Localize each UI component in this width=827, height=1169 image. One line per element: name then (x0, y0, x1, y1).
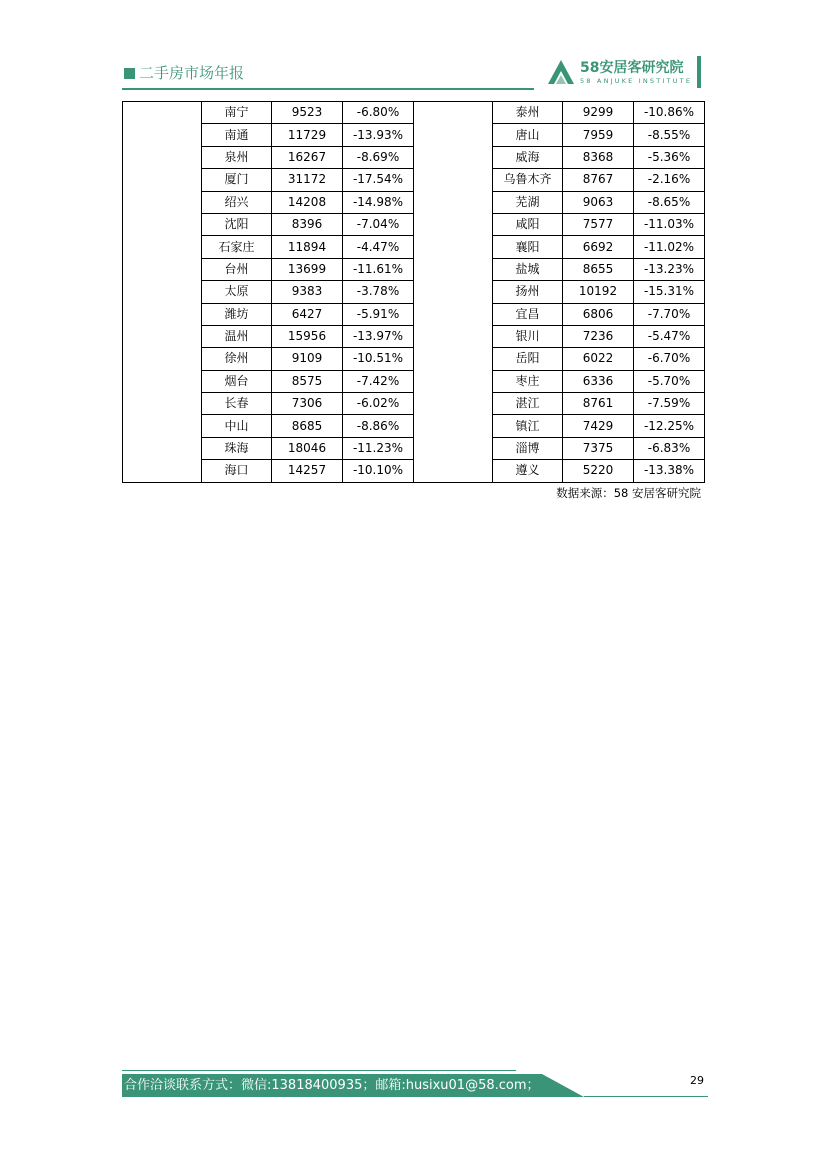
change-cell: -13.93% (343, 124, 414, 146)
city-cell: 台州 (202, 258, 272, 280)
change-cell: -10.10% (343, 460, 414, 482)
city-cell: 烟台 (202, 370, 272, 392)
city-cell: 南通 (202, 124, 272, 146)
price-cell: 6022 (563, 348, 634, 370)
price-cell: 7577 (563, 213, 634, 235)
city-cell: 泉州 (202, 146, 272, 168)
price-cell: 8655 (563, 258, 634, 280)
price-cell: 5220 (563, 460, 634, 482)
footer-baseline (584, 1096, 708, 1097)
city-cell: 湛江 (493, 393, 563, 415)
page-header (0, 0, 827, 100)
city-cell: 珠海 (202, 437, 272, 459)
city-cell: 绍兴 (202, 191, 272, 213)
change-cell: -5.36% (634, 146, 705, 168)
change-cell: -2.16% (634, 169, 705, 191)
city-price-table (122, 101, 705, 483)
price-cell: 6806 (563, 303, 634, 325)
price-cell: 9063 (563, 191, 634, 213)
price-cell: 6692 (563, 236, 634, 258)
city-cell: 泰州 (493, 102, 563, 124)
change-cell: -6.80% (343, 102, 414, 124)
change-cell: -17.54% (343, 169, 414, 191)
city-cell: 沈阳 (202, 213, 272, 235)
city-cell: 岳阳 (493, 348, 563, 370)
city-cell: 长春 (202, 393, 272, 415)
city-cell: 遵义 (493, 460, 563, 482)
price-cell: 15956 (272, 325, 343, 347)
price-cell: 13699 (272, 258, 343, 280)
change-cell: -5.47% (634, 325, 705, 347)
change-cell: -7.70% (634, 303, 705, 325)
change-cell: -8.69% (343, 146, 414, 168)
change-cell: -7.42% (343, 370, 414, 392)
change-cell: -10.51% (343, 348, 414, 370)
change-cell: -12.25% (634, 415, 705, 437)
price-cell: 8761 (563, 393, 634, 415)
change-cell: -5.70% (634, 370, 705, 392)
price-cell: 7959 (563, 124, 634, 146)
logo (544, 58, 694, 88)
price-cell: 8396 (272, 213, 343, 235)
blank-merged-cell (414, 102, 493, 483)
price-cell: 14257 (272, 460, 343, 482)
city-cell: 潍坊 (202, 303, 272, 325)
logo-text: 58安居客研究院 (580, 60, 684, 76)
city-cell: 淄博 (493, 437, 563, 459)
change-cell: -6.83% (634, 437, 705, 459)
city-cell: 芜湖 (493, 191, 563, 213)
price-cell: 8368 (563, 146, 634, 168)
contact-info: 合作洽谈联系方式：微信:13818400935；邮箱:husixu01@58.com； (124, 1078, 540, 1093)
city-cell: 威海 (493, 146, 563, 168)
table-row (123, 102, 705, 124)
change-cell: -13.23% (634, 258, 705, 280)
change-cell: -11.03% (634, 213, 705, 235)
price-cell: 10192 (563, 281, 634, 303)
change-cell: -15.31% (634, 281, 705, 303)
header-divider (122, 88, 534, 90)
change-cell: -4.47% (343, 236, 414, 258)
price-cell: 8575 (272, 370, 343, 392)
change-cell: -11.02% (634, 236, 705, 258)
price-cell: 14208 (272, 191, 343, 213)
price-cell: 9383 (272, 281, 343, 303)
blank-merged-cell (123, 102, 202, 483)
price-cell: 8685 (272, 415, 343, 437)
city-cell: 中山 (202, 415, 272, 437)
change-cell: -8.55% (634, 124, 705, 146)
anjuke-a-logo-icon (546, 59, 576, 87)
change-cell: -11.61% (343, 258, 414, 280)
price-cell: 18046 (272, 437, 343, 459)
report-title: 二手房市场年报 (139, 64, 245, 82)
city-cell: 乌鲁木齐 (493, 169, 563, 191)
page-number: 29 (690, 1074, 704, 1087)
price-cell: 11894 (272, 236, 343, 258)
price-cell: 9523 (272, 102, 343, 124)
change-cell: -13.38% (634, 460, 705, 482)
price-cell: 6427 (272, 303, 343, 325)
city-cell: 唐山 (493, 124, 563, 146)
logo-subtitle: 58 ANJUKE INSTITUTE (580, 77, 693, 85)
change-cell: -3.78% (343, 281, 414, 303)
change-cell: -14.98% (343, 191, 414, 213)
city-cell: 太原 (202, 281, 272, 303)
change-cell: -7.04% (343, 213, 414, 235)
city-cell: 温州 (202, 325, 272, 347)
price-cell: 7429 (563, 415, 634, 437)
city-cell: 厦门 (202, 169, 272, 191)
price-cell: 31172 (272, 169, 343, 191)
price-cell: 7375 (563, 437, 634, 459)
green-square-icon (124, 68, 135, 79)
data-source-note: 数据来源：58 安居客研究院 (556, 486, 701, 500)
city-cell: 镇江 (493, 415, 563, 437)
city-cell: 盐城 (493, 258, 563, 280)
price-cell: 9299 (563, 102, 634, 124)
change-cell: -11.23% (343, 437, 414, 459)
change-cell: -7.59% (634, 393, 705, 415)
city-cell: 徐州 (202, 348, 272, 370)
city-cell: 银川 (493, 325, 563, 347)
price-cell: 11729 (272, 124, 343, 146)
city-cell: 南宁 (202, 102, 272, 124)
change-cell: -13.97% (343, 325, 414, 347)
city-cell: 扬州 (493, 281, 563, 303)
city-cell: 宜昌 (493, 303, 563, 325)
price-cell: 8767 (563, 169, 634, 191)
change-cell: -5.91% (343, 303, 414, 325)
city-cell: 枣庄 (493, 370, 563, 392)
price-cell: 6336 (563, 370, 634, 392)
change-cell: -6.02% (343, 393, 414, 415)
footer-thin-line (122, 1070, 516, 1071)
change-cell: -8.65% (634, 191, 705, 213)
price-cell: 7306 (272, 393, 343, 415)
price-cell: 16267 (272, 146, 343, 168)
change-cell: -8.86% (343, 415, 414, 437)
city-cell: 咸阳 (493, 213, 563, 235)
header-vertical-bar (697, 56, 701, 88)
city-cell: 襄阳 (493, 236, 563, 258)
city-cell: 海口 (202, 460, 272, 482)
change-cell: -10.86% (634, 102, 705, 124)
page-footer (0, 1060, 827, 1120)
change-cell: -6.70% (634, 348, 705, 370)
city-cell: 石家庄 (202, 236, 272, 258)
price-cell: 9109 (272, 348, 343, 370)
price-cell: 7236 (563, 325, 634, 347)
